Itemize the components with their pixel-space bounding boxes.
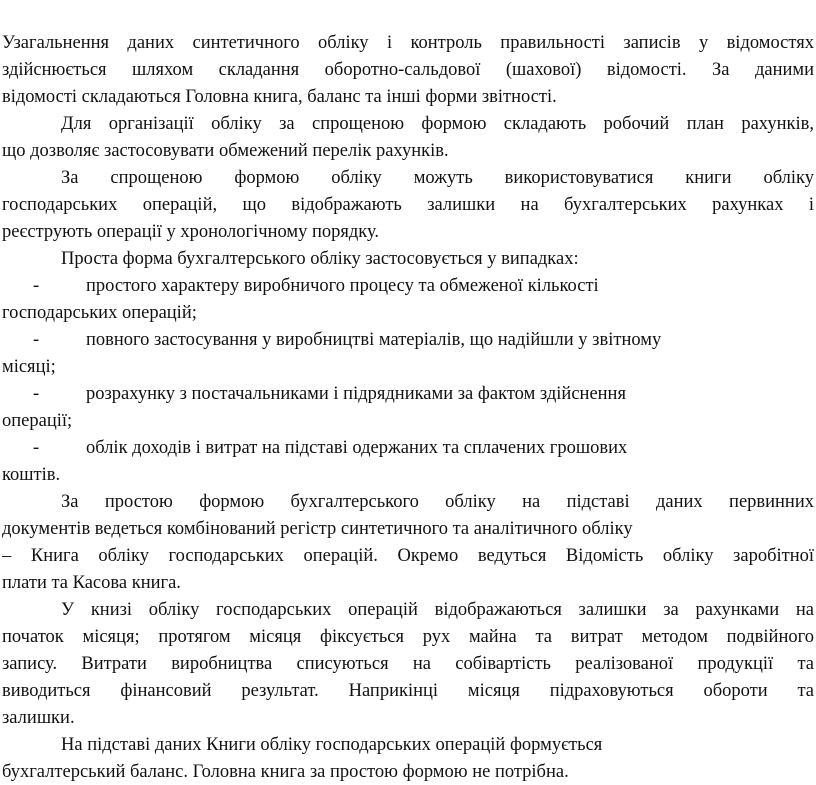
text-line: господарських операцій, що відображають залишки на бухгалтерських рахунках і bbox=[2, 195, 814, 215]
text-line: бухгалтерський баланс. Головна книга за простою формою не потрібна. bbox=[2, 762, 569, 782]
list-item: облік доходів і витрат на підставі одержаних та сплачених грошових bbox=[86, 438, 628, 458]
text-line: документів ведеться комбінований регістр синтетичного та аналітичного обліку bbox=[2, 519, 633, 539]
list-item: розрахунку з постачальниками і підрядниками за фактом здійснення bbox=[86, 384, 626, 404]
text-line: реєструють операції у хронологічному порядку. bbox=[2, 222, 380, 242]
text-line: Узагальнення даних синтетичного обліку і контроль правильності записів у відомостях bbox=[2, 33, 814, 53]
text-line: коштів. bbox=[2, 465, 61, 485]
text-line: виводиться фінансовий результат. Наприкінці місяця підраховуються обороти та bbox=[2, 681, 814, 701]
text-line: запису. Витрати виробництва списуються на собівартість реалізованої продукції та bbox=[2, 654, 814, 674]
text-line: що дозволяє застосовувати обмежений перелік рахунків. bbox=[2, 141, 449, 161]
text-line: операції; bbox=[2, 411, 73, 431]
list-bullet: - bbox=[33, 330, 40, 350]
text-line: – Книга обліку господарських операцій. Окремо ведуться Відомість обліку заробітної bbox=[2, 546, 814, 566]
text-line: На підставі даних Книги обліку господарських операцій формується bbox=[61, 735, 603, 755]
text-line: За простою формою бухгалтерського обліку на підставі даних первинних bbox=[61, 492, 814, 512]
list-item: повного застосування у виробництві матеріалів, що надійшли у звітному bbox=[86, 330, 662, 350]
text-line: початок місяця; протягом місяця фіксується рух майна та витрат методом подвійного bbox=[2, 627, 814, 647]
text-line: здійснюється шляхом складання оборотно-сальдової (шахової) відомості. За даними bbox=[2, 60, 814, 80]
list-item: простого характеру виробничого процесу та обмеженої кількості bbox=[86, 276, 599, 296]
text-line: Для організації обліку за спрощеною формою складають робочий план рахунків, bbox=[61, 114, 814, 134]
text-line: місяці; bbox=[2, 357, 56, 377]
list-bullet: - bbox=[33, 438, 40, 458]
text-line: відомості складаються Головна книга, баланс та інші форми звітності. bbox=[2, 87, 557, 107]
text-line: У книзі обліку господарських операцій відображаються залишки за рахунками на bbox=[61, 600, 814, 620]
list-bullet: - bbox=[33, 384, 40, 404]
text-line: плати та Касова книга. bbox=[2, 573, 181, 593]
text-line: Проста форма бухгалтерського обліку застосовується у випадках: bbox=[61, 249, 579, 269]
text-line: господарських операцій; bbox=[2, 303, 197, 323]
text-line: За спрощеною формою обліку можуть використовуватися книги обліку bbox=[61, 168, 814, 188]
list-bullet: - bbox=[33, 276, 40, 296]
text-line: залишки. bbox=[2, 708, 75, 728]
